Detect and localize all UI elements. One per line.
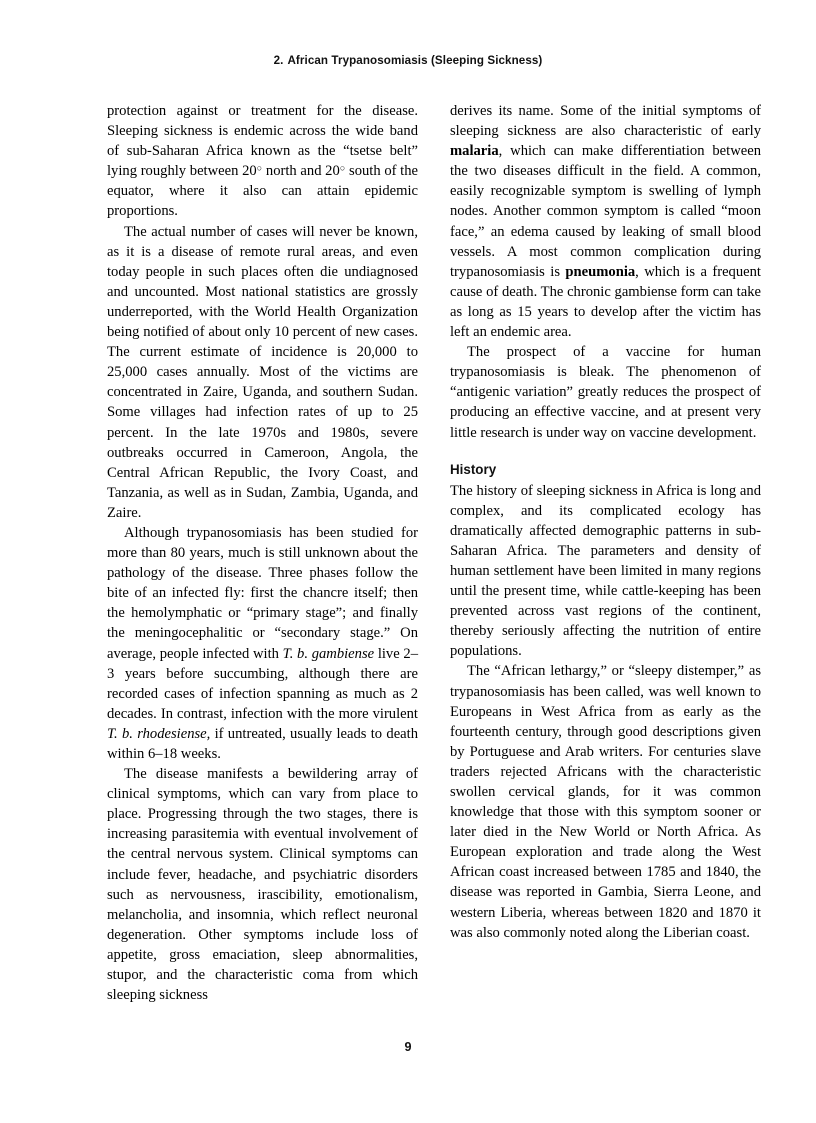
paragraph-african-lethargy: The “African lethargy,” or “sleepy distemper,” as trypanosomiasis has been called, was well known to Europeans in West Africa from as early as the fourteenth century, through good descriptions given by Portuguese and Arab writers. For centuries slave traders rejected Africans with the characteristic swollen cervical glands, for it was common knowledge that those with this symptom sooner or later died in the New World or North Africa. As European exploration and trade along the West African coast increased between 1785 and 1840, the disease was reported in Gambia, Sierra Leone, and western Liberia, whereas between 1820 and 1870 it was also commonly noted along the Liberian coast.: [450, 663, 761, 941]
running-head: [0, 54, 816, 67]
running-head-number: 2.: [273, 54, 284, 67]
term-malaria: malaria: [450, 143, 499, 160]
running-head-title: African Trypanosomiasis (Sleeping Sickness): [287, 54, 543, 67]
paragraph-actual-number: The actual number of cases will never be known, as it is a disease of remote rural areas, and even today people in such places often die undiagnosed and uncounted. Most national statistics are grossly underreported, with the World Health Organization being notified of about only 10 percent of new cases. The current estimate of incidence is 20,000 to 25,000 cases annually. Most of the victims are concentrated in Zaire, Uganda, and southern Sudan. Some villages had infection rates of up to 25 percent. In the late 1970s and 1980s, severe outbreaks occurred in Cameroon, Angola, the Central African Republic, the Ivory Coast, and Tanzania, as well as in Sudan, Zambia, Uganda, and Zaire.: [107, 223, 418, 521]
paragraph-vaccine-prospect: The prospect of a vaccine for human trypanosomiasis is bleak. The phenomenon of “antigenic variation” greatly reduces the prospect of producing an effective vaccine, and at present very little research is under way on vaccine development.: [450, 344, 761, 441]
degree-sign-icon: ○: [256, 163, 263, 174]
paragraph-although-studied: Although trypanosomiasis has been studied for more than 80 years, much is still unknown about the pathology of the disease. Three phases follow the bite of an infected fly: first the chancre itself; then the hemolymphatic or “primary stage”; and finally the meningocephalitic or “secondary stage.” On average, people infected with T. b. gambiense live 2–3 years before succumbing, although there are recorded cases of infection spanning as much as 2 decades. In contrast, infection with the more virulent T. b. rhodesiense, if untreated, usually leads to death within 6–18 weeks.: [107, 524, 419, 762]
species-name-rhodesiense: T. b. rhodesiense,: [107, 725, 211, 742]
left-column: [107, 101, 418, 1031]
species-name-gambiense: T. b. gambiense: [282, 645, 375, 662]
right-column: [450, 101, 761, 1031]
paragraph-history-intro: The history of sleeping sickness in Africa is long and complex, and its complicated ecology has dramatically affected demographic patterns in sub-Saharan Africa. The parameters and density of human settlement have been limited in many regions until the present time, while cattle-keeping has been prevented across vast regions of the continent, thereby seriously affecting the nutrition of entire populations.: [450, 482, 761, 660]
body-columns: [107, 101, 761, 1031]
paragraph-derives-its-name: derives its name. Some of the initial symptoms of sleeping sickness are also characteristic of early malaria, which can make differentiation between the two diseases difficult in the field. A common, easily recognizable symptom is swelling of lymph nodes. Another common symptom is called “moon face,” an edema caused by leaking of small blood vessels. A most common complication during trypanosomiasis is pneumonia, which is a frequent cause of death. The chronic gambiense form can take as long as 15 years to develop after the victim has left an endemic area.: [450, 103, 761, 341]
page-number: 9: [404, 1040, 412, 1054]
paragraph-disease-manifests: The disease manifests a bewildering array of clinical symptoms, which can vary from place to place. Progressing through the two stages, there is increasing parasitemia with eventual involvement of the central nervous system. Clinical symptoms can include fever, headache, and psychiatric disorders such as nervousness, irascibility, emotionalism, melancholia, and insomnia, which reflect neuronal degeneration. Other symptoms include loss of appetite, gross emaciation, sleep abnormalities, stupor, and the characteristic coma from which sleeping sickness: [107, 766, 418, 1004]
section-heading-history: History: [450, 461, 497, 477]
term-pneumonia: pneumonia: [565, 263, 636, 280]
paragraph-protection: protection against or treatment for the disease. Sleeping sickness is endemic across the wide band of sub-Saharan Africa known as the “tsetse belt” lying roughly between 20○ north and 20○ south of the equator, where it also can attain epidemic proportions.: [107, 103, 419, 220]
degree-sign-icon: ○: [339, 163, 346, 174]
